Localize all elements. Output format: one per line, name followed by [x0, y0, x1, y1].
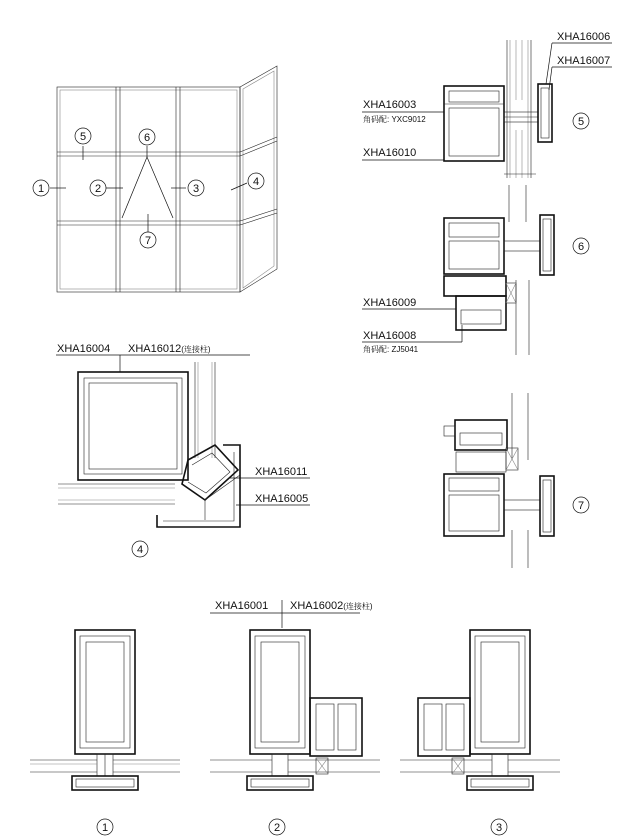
label-xha16002: XHA16002(连接柱) [290, 600, 373, 612]
callout-1 [33, 180, 49, 196]
svg-text:5: 5 [79, 131, 87, 143]
callout-5-section [573, 113, 589, 129]
callout-2 [90, 180, 106, 196]
label-xha16006: XHA16006 [557, 31, 611, 43]
callout-bottom-1 [97, 819, 113, 835]
svg-text:6: 6 [143, 132, 151, 144]
label-xha16004: XHA16004 [57, 343, 111, 355]
svg-text:7: 7 [577, 500, 585, 512]
section-5-detail [362, 31, 612, 178]
elevation-view [33, 66, 277, 292]
svg-text:2: 2 [94, 183, 102, 195]
mullion-2 [210, 630, 380, 790]
svg-text:5: 5 [577, 116, 585, 128]
mullion-1 [30, 630, 180, 790]
svg-text:1: 1 [37, 183, 45, 195]
label-xha16010: XHA16010 [363, 147, 417, 159]
callout-7 [140, 232, 156, 248]
svg-text:6: 6 [577, 241, 585, 253]
callout-3 [188, 180, 204, 196]
label-xha16008-sub: 角码配: ZJ5041 [363, 345, 419, 354]
label-xha16007: XHA16007 [557, 55, 611, 67]
callout-5 [75, 128, 91, 144]
label-xha16001: XHA16001 [215, 600, 269, 612]
label-xha16003: XHA16003 [363, 99, 417, 111]
label-xha16011: XHA16011 [255, 466, 308, 478]
section-7-detail [444, 393, 589, 568]
svg-text:1: 1 [101, 822, 109, 834]
label-xha16009: XHA16009 [363, 297, 417, 309]
svg-text:3: 3 [495, 822, 503, 834]
label-xha16008: XHA16008 [363, 330, 417, 342]
mullion-3 [400, 630, 560, 790]
callout-6 [139, 129, 155, 145]
label-xha16012: XHA16012(连接柱) [128, 343, 211, 355]
bottom-labels [210, 600, 373, 628]
label-xha16003-sub: 角码配: YXC9012 [363, 115, 426, 124]
section-6-detail [362, 185, 589, 355]
callout-7-section [573, 497, 589, 513]
callout-4-section [132, 541, 148, 557]
svg-text:4: 4 [136, 544, 144, 556]
svg-text:2: 2 [273, 822, 281, 834]
label-xha16005: XHA16005 [255, 493, 309, 505]
svg-text:7: 7 [144, 235, 152, 247]
svg-text:4: 4 [252, 176, 260, 188]
section-4-detail [56, 343, 310, 557]
callout-6-section [573, 238, 589, 254]
callout-bottom-3 [491, 819, 507, 835]
callout-bottom-2 [269, 819, 285, 835]
callout-4 [248, 173, 264, 189]
svg-text:3: 3 [192, 183, 200, 195]
